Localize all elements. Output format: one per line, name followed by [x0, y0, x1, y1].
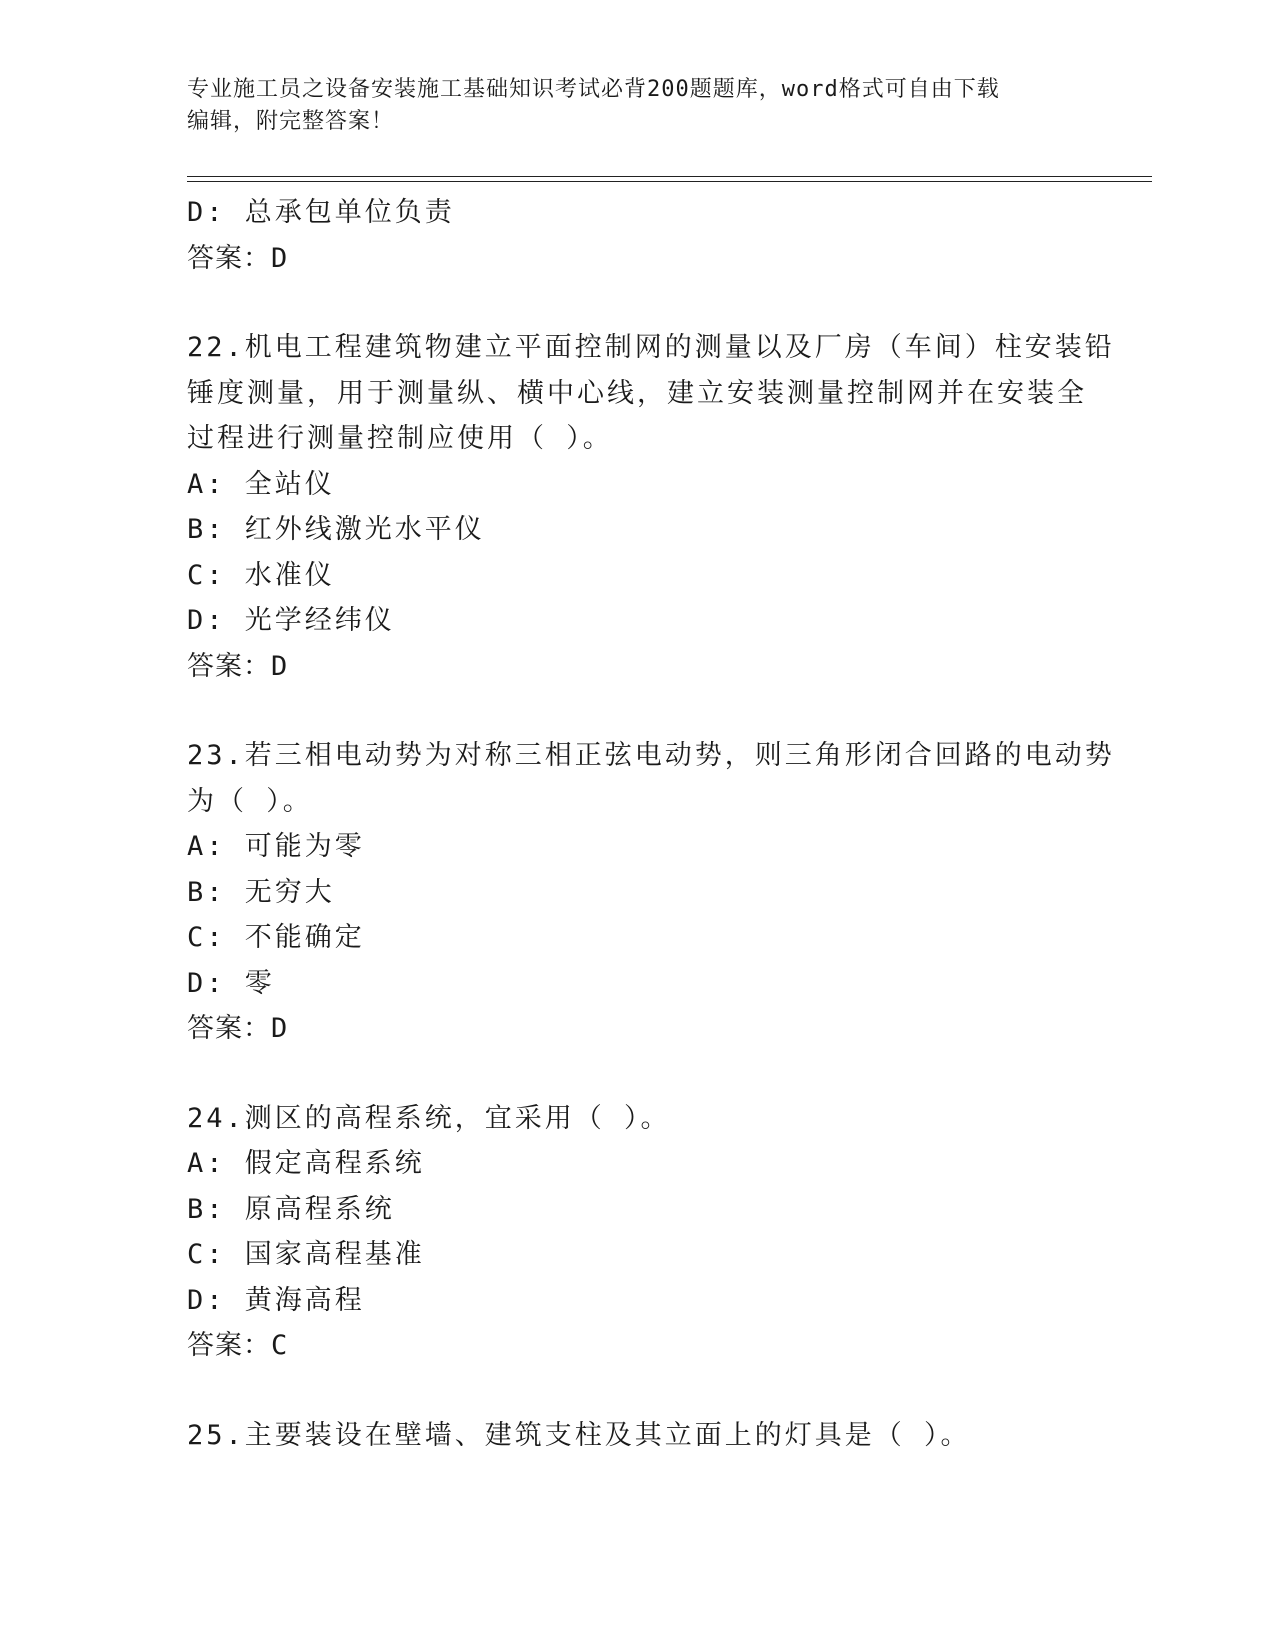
answer-label: 答案： [187, 1330, 271, 1361]
question-24 [187, 1096, 1087, 1369]
option-b: B: 原高程系统 [187, 1193, 395, 1225]
answer-label: 答案： [187, 1013, 271, 1044]
answer-value: C [271, 1330, 289, 1361]
question-gap [187, 689, 1087, 733]
option-a: A: 假定高程系统 [187, 1148, 425, 1179]
answer-line [187, 1323, 1087, 1369]
option-b: B: 无穷大 [187, 876, 335, 908]
answer-value: D [271, 242, 289, 274]
option-c: C: 不能确定 [187, 922, 365, 953]
question-stem-line: 24.测区的高程系统，宜采用（ ）。 [187, 1102, 671, 1134]
option-b: B: 红外线激光水平仪 [187, 514, 485, 545]
question-gap [187, 1369, 1087, 1413]
question-list [187, 190, 1115, 1458]
option-d: D: 黄海高程 [187, 1284, 365, 1316]
question-25 [187, 1413, 1087, 1459]
question-23 [187, 733, 1115, 1052]
option-d: D: 零 [187, 967, 275, 999]
answer-line [187, 1006, 1087, 1052]
header-title-line-2: 编辑，附完整答案！ [187, 109, 395, 134]
question-stem-line: 25.主要装设在壁墙、建筑支柱及其立面上的灯具是（ ）。 [187, 1419, 971, 1451]
option-a: A: 可能为零 [187, 831, 365, 862]
option-d: D: 总承包单位负责 [187, 197, 455, 228]
option-a: A: 全站仪 [187, 468, 335, 500]
question-stem-line: 为（ ）。 [187, 785, 313, 817]
answer-line [187, 236, 1087, 282]
question-stem-line: 22.机电工程建筑物建立平面控制网的测量以及厂房（车间）柱安装铅 [187, 332, 1115, 363]
option-c: C: 国家高程基准 [187, 1239, 425, 1270]
answer-value: D [271, 1013, 289, 1044]
question-stem-line: 23.若三相电动势为对称三相正弦电动势，则三角形闭合回路的电动势 [187, 740, 1115, 771]
question-gap [187, 281, 1087, 325]
header-title-line-1: 专业施工员之设备安装施工基础知识考试必背200题题库，word格式可自由下载 [187, 77, 1000, 102]
header-divider-bottom [187, 181, 1152, 182]
answer-value: D [271, 650, 289, 682]
question-gap [187, 1052, 1087, 1096]
answer-label: 答案： [187, 242, 271, 274]
question-22 [187, 325, 1115, 689]
answer-line [187, 644, 1087, 690]
answer-label: 答案： [187, 650, 271, 682]
question-stem-line: 锤度测量，用于测量纵、横中心线，建立安装测量控制网并在安装全 [187, 377, 1087, 409]
document-header [187, 74, 1087, 138]
header-divider-top [187, 176, 1152, 177]
option-d: D: 光学经纬仪 [187, 605, 395, 636]
option-c: C: 水准仪 [187, 559, 335, 591]
question-stem-line: 过程进行测量控制应使用（ ）。 [187, 423, 613, 454]
